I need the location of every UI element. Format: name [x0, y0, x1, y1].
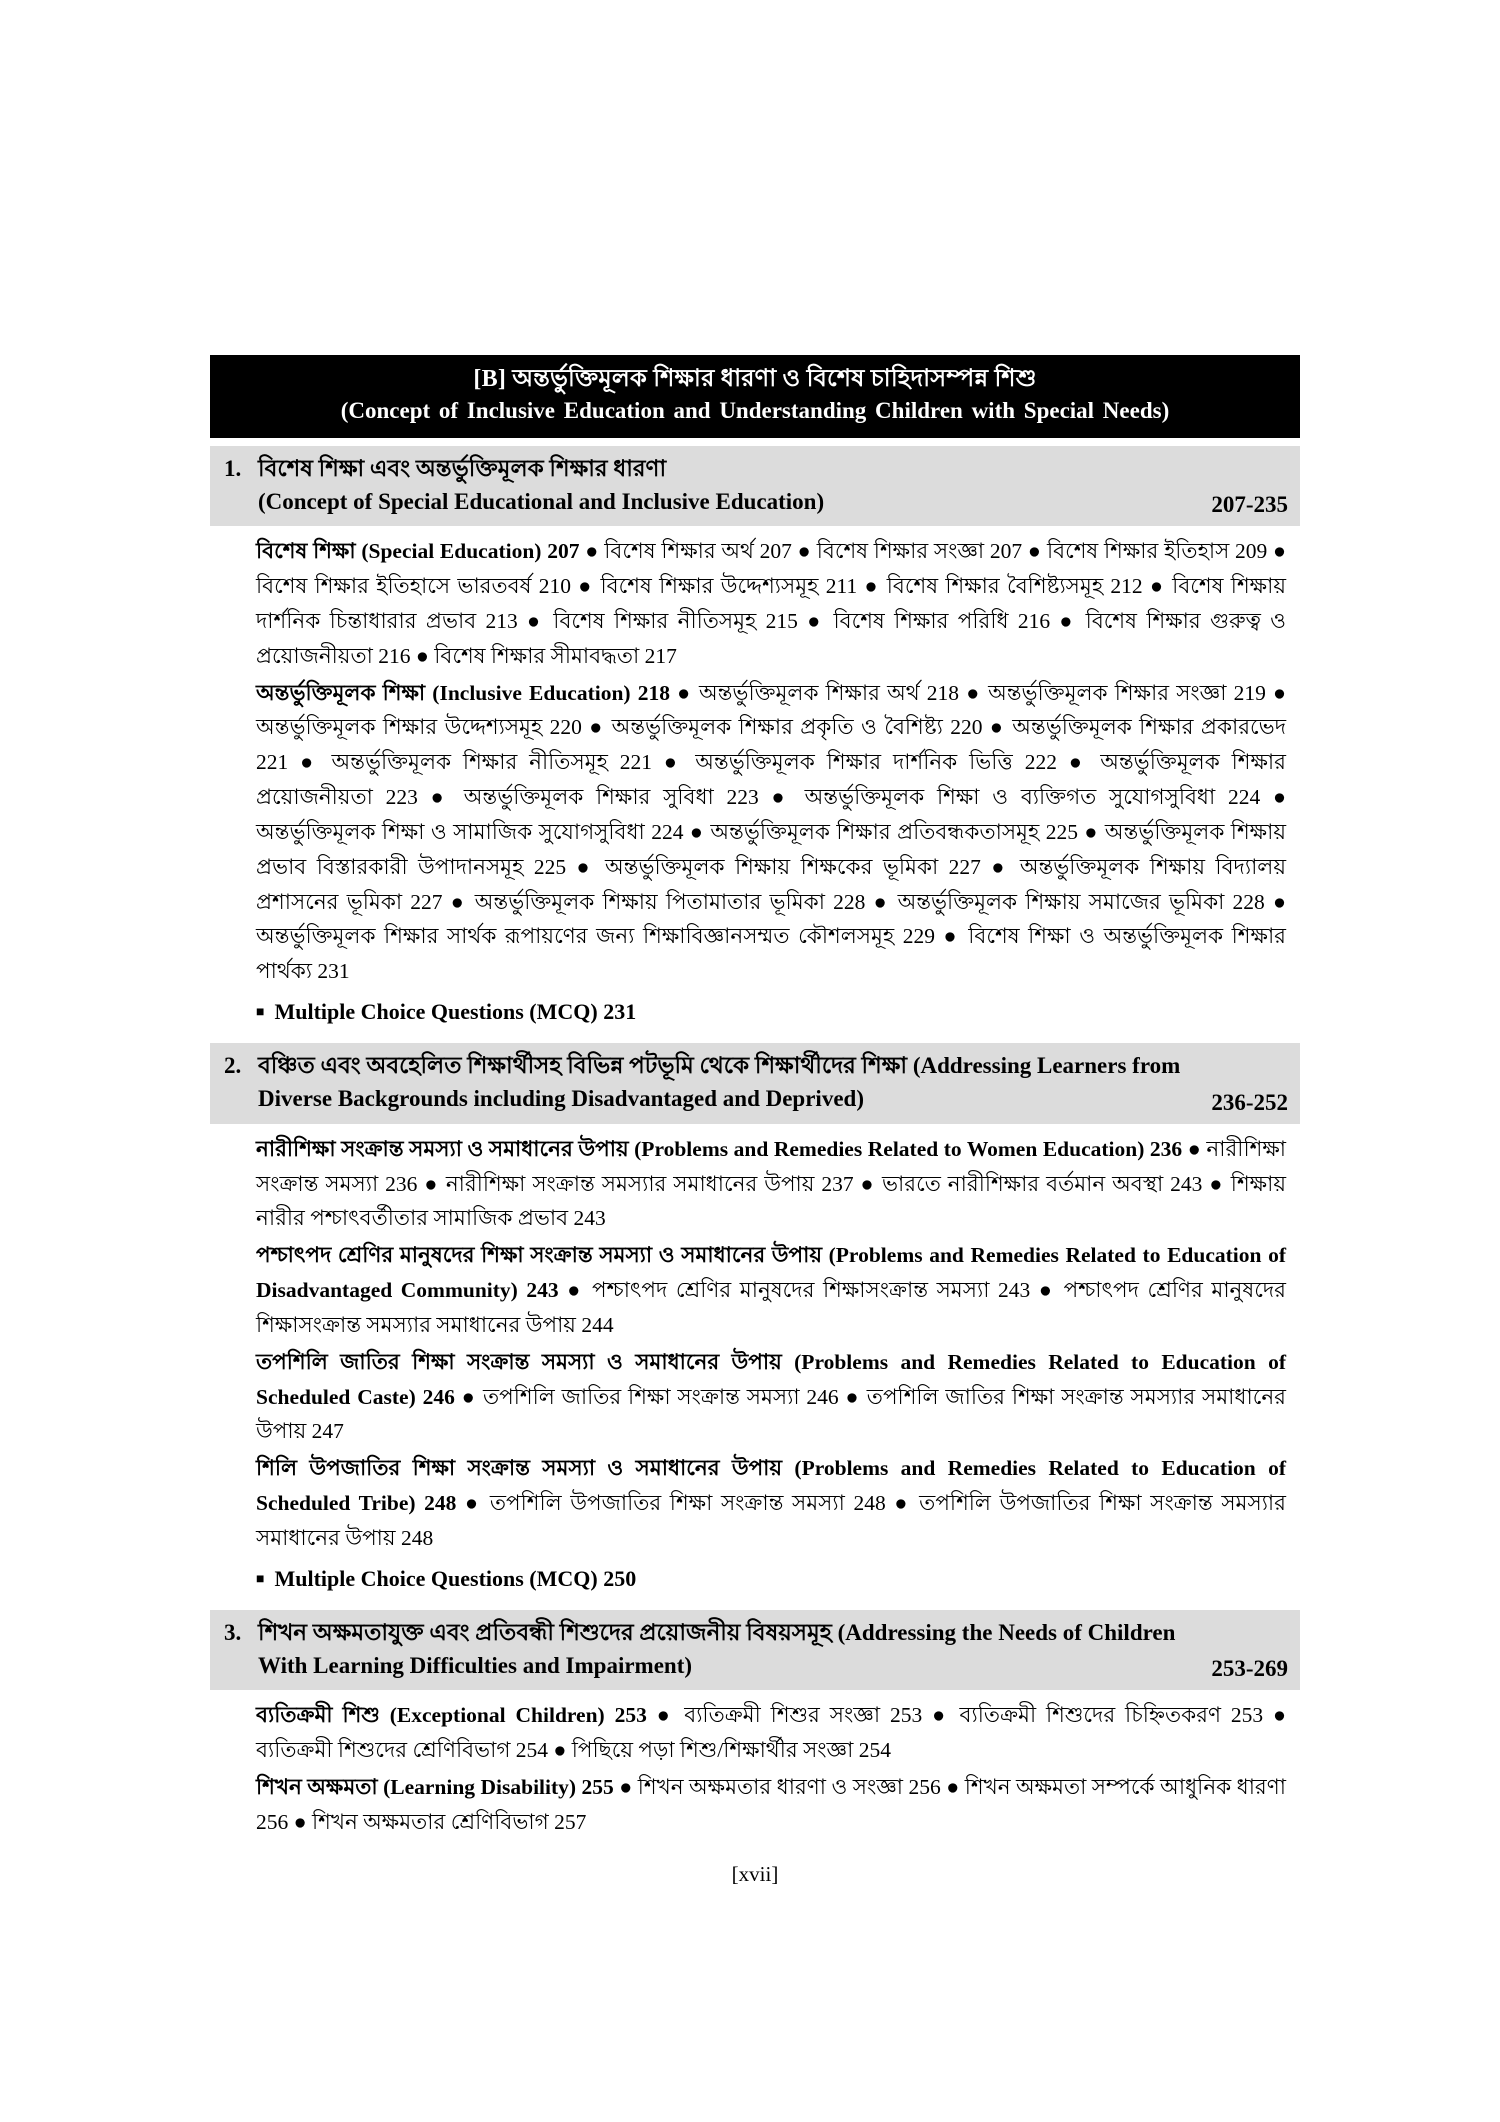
topic-paragraph — [256, 676, 1286, 989]
section-number-3: 3. — [224, 1619, 242, 1645]
topic-paragraph — [256, 1345, 1286, 1449]
section-title-bengali-3: শিখন অক্ষমতাযুক্ত এবং প্রতিবন্ধী শিশুদের প্রয়োজনীয় বিষয়সমূহ — [258, 1619, 832, 1645]
topic-entries: ● নারীশিক্ষা সংক্রান্ত সমস্যা 236 ● নারীশিক্ষা সংক্রান্ত সমস্যার সমাধানের উপায় 237 ● ভারতে নারীশিক্ষার বর্তমান অবস্থা 243 ● শিক্ষায় নারীর পশ্চাৎবর্তীতার সামাজিক প্রভাব 243 — [256, 1136, 1286, 1231]
mcq-label: Multiple Choice Questions (MCQ) 231 — [274, 999, 637, 1025]
topic-paragraph — [256, 1132, 1286, 1236]
section-body-2 — [210, 1124, 1300, 1562]
topic-entries: ● শিখন অক্ষমতার ধারণা ও সংজ্ঞা 256 ● শিখন অক্ষমতা সম্পর্কে আধুনিক ধারণা 256 ● শিখন অক্ষমতার শ্রেণিবিভাগ 257 — [256, 1775, 1286, 1834]
section-title-1 — [258, 452, 1197, 519]
square-bullet-icon: ■ — [256, 1005, 265, 1021]
topic-heading: ব্যতিক্রমী শিশু (Exceptional Children) 253 — [256, 1703, 647, 1728]
section-header-1[interactable] — [210, 446, 1300, 527]
section-title-bengali-2: বঞ্চিত এবং অবহেলিত শিক্ষার্থীসহ বিভিন্ন পটভূমি থেকে শিক্ষার্থীদের শিক্ষা — [258, 1053, 908, 1079]
section-number-2: 2. — [224, 1053, 242, 1079]
topic-paragraph — [256, 1238, 1286, 1342]
section-header-3[interactable] — [210, 1610, 1300, 1691]
topic-entries: ● তপশিলি উপজাতির শিক্ষা সংক্রান্ত সমস্যা 248 ● তপশিলি উপজাতির শিক্ষা সংক্রান্ত সমস্যার সমাধানের উপায় 248 — [256, 1491, 1286, 1550]
contents-page — [210, 355, 1300, 1887]
square-bullet-icon: ■ — [256, 1571, 265, 1587]
topic-entries: ● তপশিলি জাতির শিক্ষা সংক্রান্ত সমস্যা 246 ● তপশিলি জাতির শিক্ষা সংক্রান্ত সমস্যার সমাধানের উপায় 247 — [256, 1384, 1287, 1444]
section-title-2 — [258, 1049, 1197, 1116]
banner-title-bengali: [B] অন্তর্ভুক্তিমূলক শিক্ষার ধারণা ও বিশেষ চাহিদাসম্পন্ন শিশু — [473, 366, 1037, 392]
section-body-3 — [210, 1690, 1300, 1845]
section-pages-2: 236-252 — [1211, 1089, 1288, 1115]
topic-heading: বিশেষ শিক্ষা (Special Education) 207 — [256, 539, 580, 564]
topic-heading: শিলি উপজাতির শিক্ষা সংক্রান্ত সমস্যা ও সমাধানের উপায় (Problems and Remedies Related to Education of Scheduled Tribe) 248 — [256, 1456, 1286, 1515]
mcq-entry-2[interactable] — [210, 1562, 1300, 1602]
topic-heading: তপশিলি জাতির শিক্ষা সংক্রান্ত সমস্যা ও সমাধানের উপায় (Problems and Remedies Related to Education of Scheduled Caste) 246 — [256, 1349, 1286, 1409]
section-header-2[interactable] — [210, 1043, 1300, 1124]
topic-paragraph — [256, 1451, 1286, 1555]
topic-entries: ● ব্যতিক্রমী শিশুর সংজ্ঞা 253 ● ব্যতিক্রমী শিশুদের চিহ্নিতকরণ 253 ● ব্যতিক্রমী শিশুদের শ্রেণিবিভাগ 254 ● পিছিয়ে পড়া শিশু/শিক্ষার্থীর সংজ্ঞা 254 — [256, 1703, 1287, 1763]
topic-paragraph — [256, 1770, 1286, 1840]
topic-entries: ● বিশেষ শিক্ষার অর্থ 207 ● বিশেষ শিক্ষার সংজ্ঞা 207 ● বিশেষ শিক্ষার ইতিহাস 209 ● বিশেষ শিক্ষার ইতিহাসে ভারতবর্ষ 210 ● বিশেষ শিক্ষার উদ্দেশ্যসমূহ 211 ● বিশেষ শিক্ষার বৈশিষ্ট্যসমূহ 212 ● বিশেষ শিক্ষায় দার্শনিক চিন্তাধারার প্রভাব 213 ● বিশেষ শিক্ষার নীতিসমূহ 215 ● বিশেষ শিক্ষার পরিধি 216 ● বিশেষ শিক্ষার গুরুত্ব ও প্রয়োজনীয়তা 216 ● বিশেষ শিক্ষার সীমাবদ্ধতা 217 — [256, 539, 1286, 668]
topic-heading: শিখন অক্ষমতা (Learning Disability) 255 — [256, 1775, 614, 1799]
mcq-entry-1[interactable] — [210, 995, 1300, 1035]
topic-entries: ● পশ্চাৎপদ শ্রেণির মানুষদের শিক্ষাসংক্রান্ত সমস্যা 243 ● পশ্চাৎপদ শ্রেণির মানুষদের শিক্ষাসংক্রান্ত সমস্যার সমাধানের উপায় 244 — [256, 1278, 1287, 1337]
section-pages-3: 253-269 — [1211, 1656, 1288, 1682]
topic-paragraph — [256, 534, 1286, 673]
topic-heading: অন্তর্ভুক্তিমূলক শিক্ষা (Inclusive Education) 218 — [256, 680, 670, 705]
section-title-bengali-1: বিশেষ শিক্ষা এবং অন্তর্ভুক্তিমূলক শিক্ষার ধারণা — [258, 455, 667, 481]
section-title-english-1: (Concept of Special Educational and Inclusive Education) — [258, 488, 825, 514]
page-folio: [xvii] — [731, 1861, 779, 1886]
topic-paragraph — [256, 1698, 1286, 1768]
section-title-3 — [258, 1616, 1197, 1683]
mcq-label: Multiple Choice Questions (MCQ) 250 — [274, 1565, 637, 1591]
topic-heading: পশ্চাৎপদ শ্রেণির মানুষদের শিক্ষা সংক্রান্ত সমস্যা ও সমাধানের উপায় (Problems and Remedies Related to Education of Disadvantaged Community) 243 — [256, 1243, 1286, 1303]
banner-title-english: (Concept of Inclusive Education and Understanding Children with Special Needs) — [340, 398, 1170, 424]
section-title-english-3: (Addressing the Needs of Children With Learning Difficulties and Impairment) — [258, 1619, 1176, 1678]
topic-heading: নারীশিক্ষা সংক্রান্ত সমস্যা ও সমাধানের উপায় (Problems and Remedies Related to Women Education) 236 — [256, 1136, 1183, 1161]
chapter-banner — [210, 355, 1300, 438]
section-body-1 — [210, 526, 1300, 995]
section-title-english-2: (Addressing Learners from Diverse Backgrounds including Disadvantaged and Deprived) — [258, 1053, 1181, 1112]
section-pages-1: 207-235 — [1211, 492, 1288, 518]
topic-entries: ● অন্তর্ভুক্তিমূলক শিক্ষার অর্থ 218 ● অন্তর্ভুক্তিমূলক শিক্ষার সংজ্ঞা 219 ● অন্তর্ভুক্তিমূলক শিক্ষার উদ্দেশ্যসমূহ 220 ● অন্তর্ভুক্তিমূলক শিক্ষার প্রকৃতি ও বৈশিষ্ট্য 220 ● অন্তর্ভুক্তিমূলক শিক্ষার প্রকারভেদ 221 ● অন্তর্ভুক্তিমূলক শিক্ষার নীতিসমূহ 221 ● অন্তর্ভুক্তিমূলক শিক্ষার দার্শনিক ভিত্তি 222 ● অন্তর্ভুক্তিমূলক শিক্ষার প্রয়োজনীয়তা 223 ● অন্তর্ভুক্তিমূলক শিক্ষার সুবিধা 223 ● অন্তর্ভুক্তিমূলক শিক্ষা ও ব্যক্তিগত সুযোগসুবিধা 224 ● অন্তর্ভুক্তিমূলক শিক্ষা ও সামাজিক সুযোগসুবিধা 224 ● অন্তর্ভুক্তিমূলক শিক্ষার প্রতিবন্ধকতাসমূহ 225 ● অন্তর্ভুক্তিমূলক শিক্ষায় প্রভাব বিস্তারকারী উপাদানসমূহ 225 ● অন্তর্ভুক্তিমূলক শিক্ষায় শিক্ষকের ভূমিকা 227 ● অন্তর্ভুক্তিমূলক শিক্ষায় বিদ্যালয় প্রশাসনের ভূমিকা 227 ● অন্তর্ভুক্তিমূলক শিক্ষায় পিতামাতার ভূমিকা 228 ● অন্তর্ভুক্তিমূলক শিক্ষায় সমাজের ভূমিকা 228 ● অন্তর্ভুক্তিমূলক শিক্ষার সার্থক রূপায়ণের জন্য শিক্ষাবিজ্ঞানসম্মত কৌশলসমূহ 229 ● বিশেষ শিক্ষা ও অন্তর্ভুক্তিমূলক শিক্ষার পার্থক্য 231 — [256, 680, 1286, 984]
section-number-1: 1. — [224, 455, 242, 481]
